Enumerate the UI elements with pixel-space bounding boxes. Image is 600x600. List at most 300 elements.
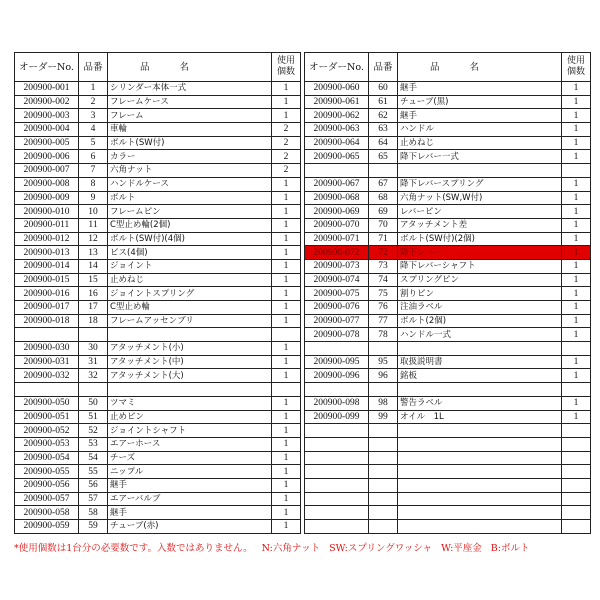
order-no-cell: 200900-002 — [15, 95, 79, 109]
quantity-cell — [562, 383, 591, 397]
part-no-cell: 9 — [79, 191, 108, 205]
part-no-cell: 51 — [79, 410, 108, 424]
legend-n: N:六角ナット — [261, 543, 321, 554]
part-no-cell: 8 — [79, 177, 108, 191]
order-no-cell: 200900-074 — [305, 273, 369, 287]
order-no-cell: 200900-003 — [15, 109, 79, 123]
order-no-cell: 200900-013 — [15, 246, 79, 260]
table-row — [15, 520, 301, 534]
part-no-cell: 7 — [79, 164, 108, 178]
part-name-cell — [398, 506, 562, 520]
table-row-empty — [305, 164, 591, 178]
part-no-cell: 98 — [369, 396, 398, 410]
table-row — [305, 273, 591, 287]
quantity-cell: 1 — [272, 301, 301, 315]
quantity-cell: 1 — [272, 177, 301, 191]
order-no-cell: 200900-067 — [305, 177, 369, 191]
table-row — [15, 177, 301, 191]
order-no-cell: 200900-052 — [15, 424, 79, 438]
quantity-cell: 1 — [562, 355, 591, 369]
part-no-cell: 60 — [369, 82, 398, 96]
part-name-cell: 止めねじ — [108, 273, 272, 287]
part-name-cell: 車輪 — [108, 123, 272, 137]
legend-sw: SW:スプリングワッシャ — [329, 543, 433, 554]
order-no-cell — [305, 520, 369, 534]
quantity-cell: 1 — [272, 355, 301, 369]
quantity-cell: 1 — [272, 478, 301, 492]
table-row — [305, 232, 591, 246]
order-no-cell: 200900-072 — [305, 246, 369, 260]
table-header-row — [15, 53, 301, 82]
part-no-cell — [369, 520, 398, 534]
order-no-cell: 200900-030 — [15, 342, 79, 356]
part-no-cell — [369, 164, 398, 178]
order-no-cell — [305, 451, 369, 465]
part-name-cell: 降下レバー — [398, 246, 562, 260]
order-no-cell: 200900-069 — [305, 205, 369, 219]
part-name-cell: アタッチメント(大) — [108, 369, 272, 383]
table-row — [15, 232, 301, 246]
quantity-cell: 1 — [272, 451, 301, 465]
quantity-cell: 1 — [562, 328, 591, 342]
quantity-cell: 1 — [272, 259, 301, 273]
quantity-cell: 1 — [562, 95, 591, 109]
order-no-cell — [305, 506, 369, 520]
part-no-cell: 31 — [79, 355, 108, 369]
quantity-cell: 1 — [272, 424, 301, 438]
part-no-cell: 58 — [79, 506, 108, 520]
table-row-empty — [305, 465, 591, 479]
part-name-cell — [398, 424, 562, 438]
quantity-cell: 1 — [562, 150, 591, 164]
part-no-cell: 13 — [79, 246, 108, 260]
part-name-cell: 降下レバー一式 — [398, 150, 562, 164]
part-no-cell: 15 — [79, 273, 108, 287]
part-no-cell: 32 — [79, 369, 108, 383]
table-row-empty — [15, 383, 301, 397]
part-name-cell: 止めピン — [108, 410, 272, 424]
table-row — [305, 218, 591, 232]
table-row — [15, 506, 301, 520]
part-name-cell: 警告ラベル — [398, 396, 562, 410]
table-row — [305, 410, 591, 424]
quantity-cell — [562, 478, 591, 492]
quantity-cell: 1 — [272, 273, 301, 287]
table-row-empty — [305, 478, 591, 492]
table-row — [305, 287, 591, 301]
part-name-cell — [398, 465, 562, 479]
order-no-cell: 200900-051 — [15, 410, 79, 424]
order-no-cell: 200900-075 — [305, 287, 369, 301]
part-no-cell: 77 — [369, 314, 398, 328]
table-row — [305, 109, 591, 123]
table-row-empty — [15, 328, 301, 342]
table-row-empty — [305, 451, 591, 465]
part-no-cell: 74 — [369, 273, 398, 287]
table-row — [305, 301, 591, 315]
part-no-cell — [369, 383, 398, 397]
part-no-cell: 99 — [369, 410, 398, 424]
part-name-cell: フレーム — [108, 109, 272, 123]
table-row — [15, 342, 301, 356]
part-no-cell: 68 — [369, 191, 398, 205]
order-no-cell: 200900-009 — [15, 191, 79, 205]
table-row — [305, 177, 591, 191]
header-part-name: 品名 — [398, 53, 562, 82]
parts-table-right — [304, 52, 591, 534]
part-no-cell: 50 — [79, 396, 108, 410]
quantity-cell — [562, 342, 591, 356]
order-no-cell: 200900-008 — [15, 177, 79, 191]
part-no-cell — [369, 506, 398, 520]
part-name-cell: 銘板 — [398, 369, 562, 383]
table-row — [15, 424, 301, 438]
table-row — [305, 355, 591, 369]
order-no-cell: 200900-059 — [15, 520, 79, 534]
part-no-cell: 63 — [369, 123, 398, 137]
part-no-cell: 16 — [79, 287, 108, 301]
part-no-cell: 12 — [79, 232, 108, 246]
part-name-cell: チーズ — [108, 451, 272, 465]
order-no-cell: 200900-055 — [15, 465, 79, 479]
quantity-cell: 1 — [272, 218, 301, 232]
quantity-cell: 1 — [562, 136, 591, 150]
part-name-cell: 降下レバースプリング — [398, 177, 562, 191]
part-name-cell — [398, 492, 562, 506]
table-row — [15, 273, 301, 287]
order-no-cell: 200900-007 — [15, 164, 79, 178]
quantity-cell: 1 — [272, 396, 301, 410]
part-name-cell: 六角ナット — [108, 164, 272, 178]
part-name-cell: ジョイント — [108, 259, 272, 273]
part-no-cell: 53 — [79, 437, 108, 451]
table-row — [15, 369, 301, 383]
quantity-cell — [562, 465, 591, 479]
part-no-cell — [369, 478, 398, 492]
part-no-cell — [369, 424, 398, 438]
quantity-cell: 1 — [562, 259, 591, 273]
order-no-cell: 200900-014 — [15, 259, 79, 273]
part-no-cell: 10 — [79, 205, 108, 219]
part-name-cell: カラー — [108, 150, 272, 164]
table-row — [15, 95, 301, 109]
part-name-cell: C型止め輪 — [108, 301, 272, 315]
table-row — [305, 314, 591, 328]
order-no-cell: 200900-062 — [305, 109, 369, 123]
quantity-cell: 2 — [272, 123, 301, 137]
order-no-cell: 200900-054 — [15, 451, 79, 465]
order-no-cell: 200900-098 — [305, 396, 369, 410]
part-name-cell — [398, 437, 562, 451]
part-no-cell: 65 — [369, 150, 398, 164]
table-row — [15, 437, 301, 451]
order-no-cell — [305, 383, 369, 397]
order-no-cell: 200900-050 — [15, 396, 79, 410]
part-name-cell: 継手 — [108, 478, 272, 492]
part-no-cell: 69 — [369, 205, 398, 219]
order-no-cell: 200900-073 — [305, 259, 369, 273]
table-row — [305, 95, 591, 109]
order-no-cell — [305, 465, 369, 479]
quantity-cell: 1 — [562, 218, 591, 232]
order-no-cell: 200900-065 — [305, 150, 369, 164]
table-row — [15, 314, 301, 328]
part-no-cell: 70 — [369, 218, 398, 232]
order-no-cell: 200900-010 — [15, 205, 79, 219]
quantity-cell: 1 — [272, 492, 301, 506]
part-name-cell — [108, 328, 272, 342]
quantity-cell: 1 — [272, 506, 301, 520]
quantity-cell — [562, 451, 591, 465]
table-row — [15, 259, 301, 273]
order-no-cell: 200900-001 — [15, 82, 79, 96]
part-name-cell: 注油ラベル — [398, 301, 562, 315]
table-header-row — [305, 53, 591, 82]
quantity-cell: 2 — [272, 136, 301, 150]
quantity-cell — [562, 492, 591, 506]
table-row — [305, 246, 591, 260]
part-name-cell: ツマミ — [108, 396, 272, 410]
part-no-cell: 56 — [79, 478, 108, 492]
quantity-cell: 1 — [562, 246, 591, 260]
part-name-cell: C型止め輪(2個) — [108, 218, 272, 232]
part-no-cell: 62 — [369, 109, 398, 123]
order-no-cell: 200900-031 — [15, 355, 79, 369]
table-row-empty — [305, 424, 591, 438]
order-no-cell: 200900-076 — [305, 301, 369, 315]
part-no-cell — [369, 437, 398, 451]
order-no-cell: 200900-060 — [305, 82, 369, 96]
order-no-cell: 200900-032 — [15, 369, 79, 383]
part-no-cell: 30 — [79, 342, 108, 356]
order-no-cell: 200900-006 — [15, 150, 79, 164]
order-no-cell: 200900-070 — [305, 218, 369, 232]
quantity-cell: 1 — [562, 109, 591, 123]
part-no-cell: 67 — [369, 177, 398, 191]
part-no-cell: 1 — [79, 82, 108, 96]
table-row — [15, 109, 301, 123]
part-no-cell: 14 — [79, 259, 108, 273]
part-name-cell — [108, 383, 272, 397]
part-no-cell: 72 — [369, 246, 398, 260]
table-row — [305, 150, 591, 164]
order-no-cell — [15, 383, 79, 397]
order-no-cell: 200900-056 — [15, 478, 79, 492]
table-row-empty — [305, 342, 591, 356]
table-row — [305, 369, 591, 383]
table-row — [15, 246, 301, 260]
quantity-cell: 1 — [272, 82, 301, 96]
table-row — [15, 410, 301, 424]
part-name-cell: ハンドルケース — [108, 177, 272, 191]
part-name-cell: スプリングピン — [398, 273, 562, 287]
table-row — [305, 136, 591, 150]
order-no-cell: 200900-018 — [15, 314, 79, 328]
parts-table-left — [14, 52, 301, 534]
order-no-cell — [305, 437, 369, 451]
part-no-cell: 71 — [369, 232, 398, 246]
table-row — [15, 451, 301, 465]
part-no-cell: 5 — [79, 136, 108, 150]
quantity-cell: 1 — [272, 314, 301, 328]
order-no-cell — [305, 342, 369, 356]
table-row — [15, 218, 301, 232]
part-no-cell: 11 — [79, 218, 108, 232]
table-row-empty — [305, 520, 591, 534]
quantity-cell: 1 — [562, 287, 591, 301]
table-row — [15, 301, 301, 315]
quantity-cell: 1 — [562, 314, 591, 328]
order-no-cell: 200900-016 — [15, 287, 79, 301]
footnote-main: *使用個数は1台分の必要数です。入数ではありません。 — [14, 543, 253, 554]
part-no-cell — [79, 328, 108, 342]
legend-b: B:ボルト — [490, 543, 530, 554]
part-name-cell: ビス(4個) — [108, 246, 272, 260]
quantity-cell: 1 — [272, 465, 301, 479]
order-no-cell: 200900-017 — [15, 301, 79, 315]
part-name-cell — [398, 383, 562, 397]
parts-table-left-body — [15, 82, 301, 534]
part-no-cell: 64 — [369, 136, 398, 150]
part-name-cell: 継手 — [398, 82, 562, 96]
part-name-cell: ハンドル一式 — [398, 328, 562, 342]
quantity-cell: 1 — [272, 95, 301, 109]
part-name-cell — [398, 451, 562, 465]
part-name-cell: シリンダー本体一式 — [108, 82, 272, 96]
quantity-cell — [562, 424, 591, 438]
parts-table-right-body — [305, 82, 591, 534]
part-name-cell: フレームピン — [108, 205, 272, 219]
part-name-cell: ボルト(SW付)(4個) — [108, 232, 272, 246]
quantity-cell: 1 — [562, 301, 591, 315]
quantity-cell — [562, 520, 591, 534]
header-part-no: 品番 — [79, 53, 108, 82]
header-quantity: 使用 個数 — [562, 53, 591, 82]
order-no-cell: 200900-096 — [305, 369, 369, 383]
order-no-cell: 200900-011 — [15, 218, 79, 232]
table-row — [15, 478, 301, 492]
part-no-cell — [79, 383, 108, 397]
part-no-cell: 4 — [79, 123, 108, 137]
part-name-cell: ボルト(SW付) — [108, 136, 272, 150]
quantity-cell — [562, 506, 591, 520]
header-quantity: 使用 個数 — [272, 53, 301, 82]
part-name-cell: ボルト(SW付)(2個) — [398, 232, 562, 246]
part-no-cell — [369, 451, 398, 465]
part-no-cell — [369, 492, 398, 506]
table-row — [305, 191, 591, 205]
quantity-cell: 1 — [272, 246, 301, 260]
quantity-cell: 1 — [272, 437, 301, 451]
quantity-cell: 1 — [272, 232, 301, 246]
table-row — [305, 123, 591, 137]
table-row — [15, 136, 301, 150]
order-no-cell: 200900-015 — [15, 273, 79, 287]
part-name-cell: 継手 — [108, 506, 272, 520]
table-row — [15, 205, 301, 219]
order-no-cell: 200900-058 — [15, 506, 79, 520]
order-no-cell: 200900-071 — [305, 232, 369, 246]
part-name-cell: ジョイントシャフト — [108, 424, 272, 438]
order-no-cell: 200900-004 — [15, 123, 79, 137]
table-row — [15, 82, 301, 96]
quantity-cell: 1 — [562, 205, 591, 219]
table-row-empty — [305, 437, 591, 451]
order-no-cell — [305, 492, 369, 506]
quantity-cell — [562, 164, 591, 178]
quantity-cell: 1 — [272, 410, 301, 424]
part-no-cell: 61 — [369, 95, 398, 109]
header-order-no: オーダーNo. — [15, 53, 79, 82]
part-name-cell: ボルト — [108, 191, 272, 205]
legend-w: W:平座金 — [441, 543, 482, 554]
order-no-cell: 200900-078 — [305, 328, 369, 342]
part-no-cell: 59 — [79, 520, 108, 534]
table-row — [15, 492, 301, 506]
part-no-cell: 95 — [369, 355, 398, 369]
table-row — [15, 123, 301, 137]
order-no-cell: 200900-005 — [15, 136, 79, 150]
order-no-cell: 200900-099 — [305, 410, 369, 424]
part-no-cell: 17 — [79, 301, 108, 315]
part-name-cell: アタッチメント差 — [398, 218, 562, 232]
part-no-cell: 57 — [79, 492, 108, 506]
quantity-cell: 1 — [272, 342, 301, 356]
quantity-cell: 1 — [562, 410, 591, 424]
part-name-cell — [398, 342, 562, 356]
part-name-cell: レバーピン — [398, 205, 562, 219]
quantity-cell: 1 — [272, 205, 301, 219]
part-name-cell: フレームアッセンブリ — [108, 314, 272, 328]
order-no-cell — [305, 424, 369, 438]
order-no-cell: 200900-012 — [15, 232, 79, 246]
order-no-cell: 200900-063 — [305, 123, 369, 137]
quantity-cell: 1 — [562, 177, 591, 191]
table-row-empty — [305, 492, 591, 506]
quantity-cell: 2 — [272, 164, 301, 178]
order-no-cell: 200900-061 — [305, 95, 369, 109]
table-row — [305, 205, 591, 219]
part-name-cell: 六角ナット(SW,W付) — [398, 191, 562, 205]
part-no-cell: 2 — [79, 95, 108, 109]
order-no-cell: 200900-064 — [305, 136, 369, 150]
part-name-cell: フレームケース — [108, 95, 272, 109]
part-no-cell: 3 — [79, 109, 108, 123]
quantity-cell: 1 — [272, 109, 301, 123]
part-no-cell — [369, 342, 398, 356]
part-name-cell: 継手 — [398, 109, 562, 123]
part-no-cell: 76 — [369, 301, 398, 315]
quantity-cell: 1 — [562, 82, 591, 96]
quantity-cell — [272, 328, 301, 342]
quantity-cell: 1 — [562, 232, 591, 246]
part-no-cell: 52 — [79, 424, 108, 438]
quantity-cell — [562, 437, 591, 451]
part-name-cell: 降下レバーシャフト — [398, 259, 562, 273]
order-no-cell — [15, 328, 79, 342]
quantity-cell: 1 — [272, 369, 301, 383]
header-part-name: 品名 — [108, 53, 272, 82]
part-name-cell: チューブ(黒) — [398, 95, 562, 109]
part-name-cell: エアーホース — [108, 437, 272, 451]
part-name-cell: 割りピン — [398, 287, 562, 301]
table-row — [305, 82, 591, 96]
header-part-no: 品番 — [369, 53, 398, 82]
table-row — [15, 396, 301, 410]
quantity-cell: 1 — [272, 520, 301, 534]
quantity-cell: 1 — [562, 369, 591, 383]
part-name-cell: 止めねじ — [398, 136, 562, 150]
